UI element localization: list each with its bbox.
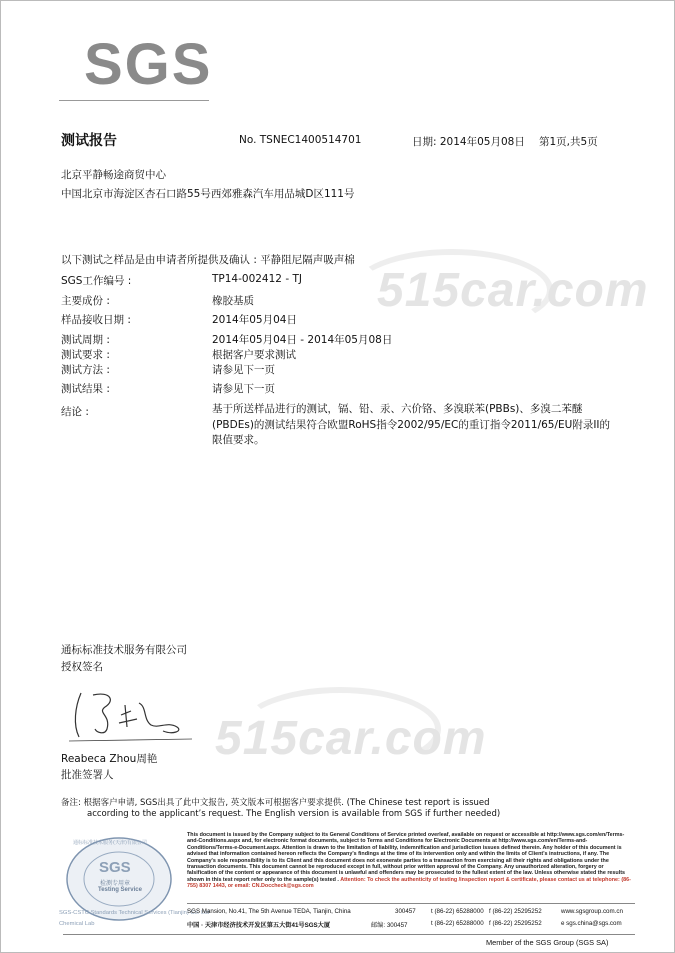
conclusion-label: 结论 : (61, 406, 89, 418)
field-value: 2014年05月04日 (212, 314, 297, 326)
report-date: 日期: 2014年05月08日 (412, 136, 525, 148)
address-en: SGS Mansion, No.41, The 5th Avenue TEDA, Tianjin, China (187, 908, 351, 915)
field-label: 主要成份 : (61, 295, 110, 307)
logo-underline (59, 100, 209, 101)
signatory-role: 批准签署人 (61, 769, 114, 781)
field-label: 测试方法 : (61, 364, 110, 376)
company-name: 通标标准技术服务有限公司 (61, 644, 187, 656)
field-value: 请参见下一页 (212, 364, 275, 376)
note-line-1: 备注: 根据客户申请, SGS出具了此中文报告, 英文版本可根据客户要求提供. (The Chinese test report is issued (61, 798, 490, 808)
field-label: 样品接收日期 : (61, 314, 131, 326)
field-label: 测试要求 : (61, 349, 110, 361)
watermark-text: 515car.com (215, 712, 487, 765)
field-value: 橡胶基质 (212, 295, 254, 307)
address-cn-fax: f (86-22) 25295252 (489, 920, 542, 927)
field-value: TP14-002412 - TJ (212, 273, 302, 285)
stamp-company: SGS-CSTC Standards Technical Services (Tianjin) Co. Ltd (59, 910, 210, 916)
report-number: No. TSNEC1400514701 (239, 134, 362, 146)
page-number: 第1页,共5页 (539, 136, 598, 148)
sample-intro: 以下测试之样品是由申请者所提供及确认 : 平静阻尼隔声吸声棉 (61, 254, 355, 266)
stamp-logo: SGS (99, 859, 131, 876)
address-en-web: www.sgsgroup.com.cn (561, 908, 623, 915)
address-cn-tel: t (86-22) 65288000 (431, 920, 484, 927)
stamp-line-1: 检测专用章 (100, 880, 131, 887)
conclusion-text: 基于所送样品进行的测试，镉、铅、汞、六价铬、多溴联苯(PBBs)、多溴二苯醚(PBDEs)的测试结果符合欧盟RoHS指令2002/95/EC的重订指令2011/65/EU附录II的限值要求。 (212, 403, 611, 446)
field-value: 2014年05月04日 - 2014年05月08日 (212, 334, 393, 346)
field-label: 测试结果 : (61, 383, 110, 395)
stamp-ring-text: 通标标准技术服务(天津)有限公司 (73, 840, 147, 846)
address-en-post: 300457 (395, 908, 416, 915)
address-cn-email: e sgs.china@sgs.com (561, 920, 622, 927)
disclaimer-body: This document is issued by the Company subject to its General Conditions of Service printed overleaf, available on request or accessible at http://www.sgs.com/en/Terms-and-Conditions.aspx and, for electronic format documents, subject to Terms and Conditions for Electronic Documents at http://www.sgs.com/en/Terms-and-Conditions/Terms-e-Document.aspx. Attention is drawn to the limitation of liability, indemnification and jurisdiction issues defined therein. Any holder of this document is advised that information contained hereon reflects the Company's findings at the time of its intervention only and within the limits of Client's instructions, if any. The Company's sole responsibility is to its Client and this document does not exonerate parties to a transaction from exercising all their rights and obligations under the transaction documents. This document cannot be reproduced except in full, without prior written approval of the Company. Any unauthorized alteration, forgery or falsification of the content or appearance of this document is unlawful and offenders may be prosecuted to the fullest extent of the law. Unless otherwise stated the results shown in this test report refer only to the sample(s) tested . (187, 832, 626, 883)
address-divider (187, 903, 635, 904)
disclaimer-text (187, 832, 632, 890)
address-en-fax: f (86-22) 25295252 (489, 908, 542, 915)
field-label: SGS工作编号 : (61, 275, 132, 287)
note-line-2: according to the applicant’s request. The English version is available from SGS if further needed) (87, 809, 501, 819)
sgs-logo: SGS (84, 32, 213, 97)
client-name: 北京平静畅途商贸中心 (61, 169, 166, 181)
field-label: 测试周期 : (61, 334, 110, 346)
handwritten-signature (67, 685, 197, 747)
stamp-line-2: Testing Service (98, 887, 142, 893)
signatory-name: Reabeca Zhou周艳 (61, 753, 158, 765)
address-en-tel: t (86-22) 65288000 (431, 908, 484, 915)
address-cn: 中国 · 天津市经济技术开发区第五大街41号SGS大厦 (187, 922, 331, 929)
sgs-group-member: Member of the SGS Group (SGS SA) (486, 938, 609, 947)
watermark-text: 515car.com (377, 264, 649, 317)
report-title: 测试报告 (61, 133, 117, 149)
stamp-lab: Chemical Lab (59, 921, 95, 927)
disclaimer-attention: Attention: To check the authenticity of testing /inspection report & certificate, please contact us at telephone: (86-755) 8307 1443, or email: CN.Doccheck@sgs.com (187, 876, 631, 890)
authorized-signature-label: 授权签名 (61, 661, 103, 673)
client-address: 中国北京市海淀区杏石口路55号西郊雅森汽车用品城D区111号 (61, 188, 355, 200)
field-value: 请参见下一页 (212, 383, 275, 395)
address-cn-post: 邮编: 300457 (371, 922, 408, 929)
field-value: 根据客户要求测试 (212, 349, 296, 361)
footer-divider (63, 934, 635, 935)
